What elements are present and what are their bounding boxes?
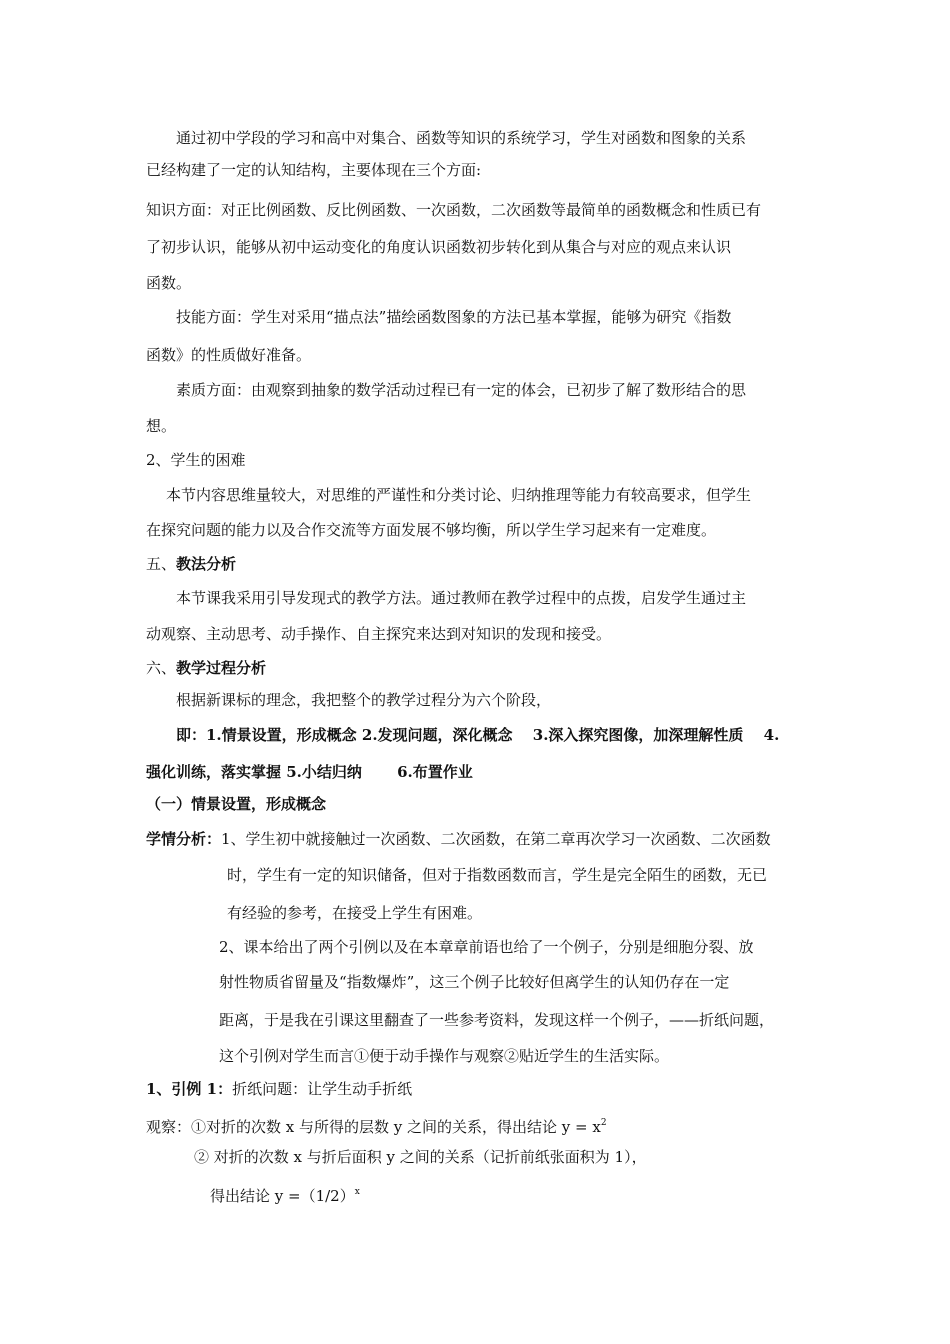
paragraph-method-line2: 动观察、主动思考、动手操作、自主探究来达到对知识的发现和接受。 xyxy=(146,625,612,643)
heading-section-6 xyxy=(146,657,266,679)
paragraph-method-line1: 本节课我采用引导发现式的教学方法。通过教师在教学过程中的点拨，启发学生通过主 xyxy=(176,589,747,607)
paragraph-intro-line1: 通过初中学段的学习和高中对集合、函数等知识的系统学习，学生对函数和图象的关系 xyxy=(176,129,747,147)
student-analysis-2-line1: 2、课本给出了两个引例以及在本章章前语也给了一个例子，分别是细胞分裂、放 xyxy=(219,938,754,956)
heading-student-difficulty: 2、学生的困难 xyxy=(146,451,246,469)
heading-section-6-prefix: 六、 xyxy=(146,659,177,677)
example-1-line xyxy=(146,1078,412,1100)
observation-line1-exponent: 2 xyxy=(600,1118,607,1128)
observation-line3 xyxy=(210,1181,360,1207)
observation-line2: ② 对折的次数 x 与折后面积 y 之间的关系（记折前纸张面积为 1）， xyxy=(194,1148,647,1166)
student-analysis-2-line3: 距离，于是我在引课这里翻查了一些参考资料，发现这样一个例子，——折纸问题， xyxy=(219,1011,775,1029)
student-analysis-line2: 时，学生有一定的知识储备，但对于指数函数而言，学生是完全陌生的函数，无已 xyxy=(227,866,768,884)
observation-line3-text: 得出结论 y =（1/2） xyxy=(210,1187,355,1205)
paragraph-knowledge-line3: 函数。 xyxy=(146,274,192,292)
paragraph-knowledge-line2: 了初步认识，能够从初中运动变化的角度认识函数初步转化到从集合与对应的观点来认识 xyxy=(146,238,732,256)
student-analysis-line1 xyxy=(146,828,771,850)
student-analysis-line3: 有经验的参考，在接受上学生有困难。 xyxy=(227,904,483,922)
heading-section-5-title: 教法分析 xyxy=(176,555,237,573)
paragraph-knowledge-line1: 知识方面：对正比例函数、反比例函数、一次函数，二次函数等最简单的函数概念和性质已有 xyxy=(146,201,762,219)
heading-section-5 xyxy=(146,553,236,575)
paragraph-skill-line1: 技能方面：学生对采用“描点法”描绘函数图象的方法已基本掌握，能够为研究《指数 xyxy=(176,308,732,326)
paragraph-skill-line2: 函数》的性质做好准备。 xyxy=(146,346,312,364)
student-analysis-text-line1: 1、学生初中就接触过一次函数、二次函数，在第二章再次学习一次函数、二次函数 xyxy=(221,830,771,848)
student-analysis-2-line2: 射性物质省留量及“指数爆炸”，这三个例子比较好但离学生的认知仍存在一定 xyxy=(219,973,730,991)
heading-section-5-prefix: 五、 xyxy=(146,555,177,573)
example-1-label: 1、引例 1： xyxy=(146,1080,233,1098)
student-analysis-2-line4: 这个引例对学生而言①便于动手操作与观察②贴近学生的生活实际。 xyxy=(219,1047,670,1065)
heading-stage-1: （一）情景设置，形成概念 xyxy=(146,795,327,813)
heading-section-6-title: 教学过程分析 xyxy=(176,659,267,677)
observation-line3-exponent: x xyxy=(354,1187,360,1197)
observation-line1-text: 观察：①对折的次数 x 与所得的层数 y 之间的关系，得出结论 y = x xyxy=(146,1118,601,1136)
paragraph-quality-line2: 想。 xyxy=(146,417,177,435)
paragraph-difficulty-line2: 在探究问题的能力以及合作交流等方面发展不够均衡，所以学生学习起来有一定难度。 xyxy=(146,521,717,539)
student-analysis-label: 学情分析： xyxy=(146,830,222,848)
example-1-text: 折纸问题：让学生动手折纸 xyxy=(232,1080,413,1098)
observation-line1 xyxy=(146,1112,607,1138)
paragraph-stages-line1: 即：1.情景设置，形成概念 2.发现问题，深化概念 3.深入探究图像，加深理解性质 4. xyxy=(176,726,780,744)
paragraph-quality-line1: 素质方面：由观察到抽象的数学活动过程已有一定的体会，已初步了解了数形结合的思 xyxy=(176,381,747,399)
paragraph-stages-intro: 根据新课标的理念，我把整个的教学过程分为六个阶段， xyxy=(176,691,552,709)
paragraph-stages-line2: 强化训练，落实掌握 5.小结归纳 6.布置作业 xyxy=(146,763,473,781)
paragraph-intro-line2: 已经构建了一定的认知结构，主要体现在三个方面: xyxy=(146,161,482,179)
paragraph-difficulty-line1: 本节内容思维量较大，对思维的严谨性和分类讨论、归纳推理等能力有较高要求，但学生 xyxy=(166,486,752,504)
